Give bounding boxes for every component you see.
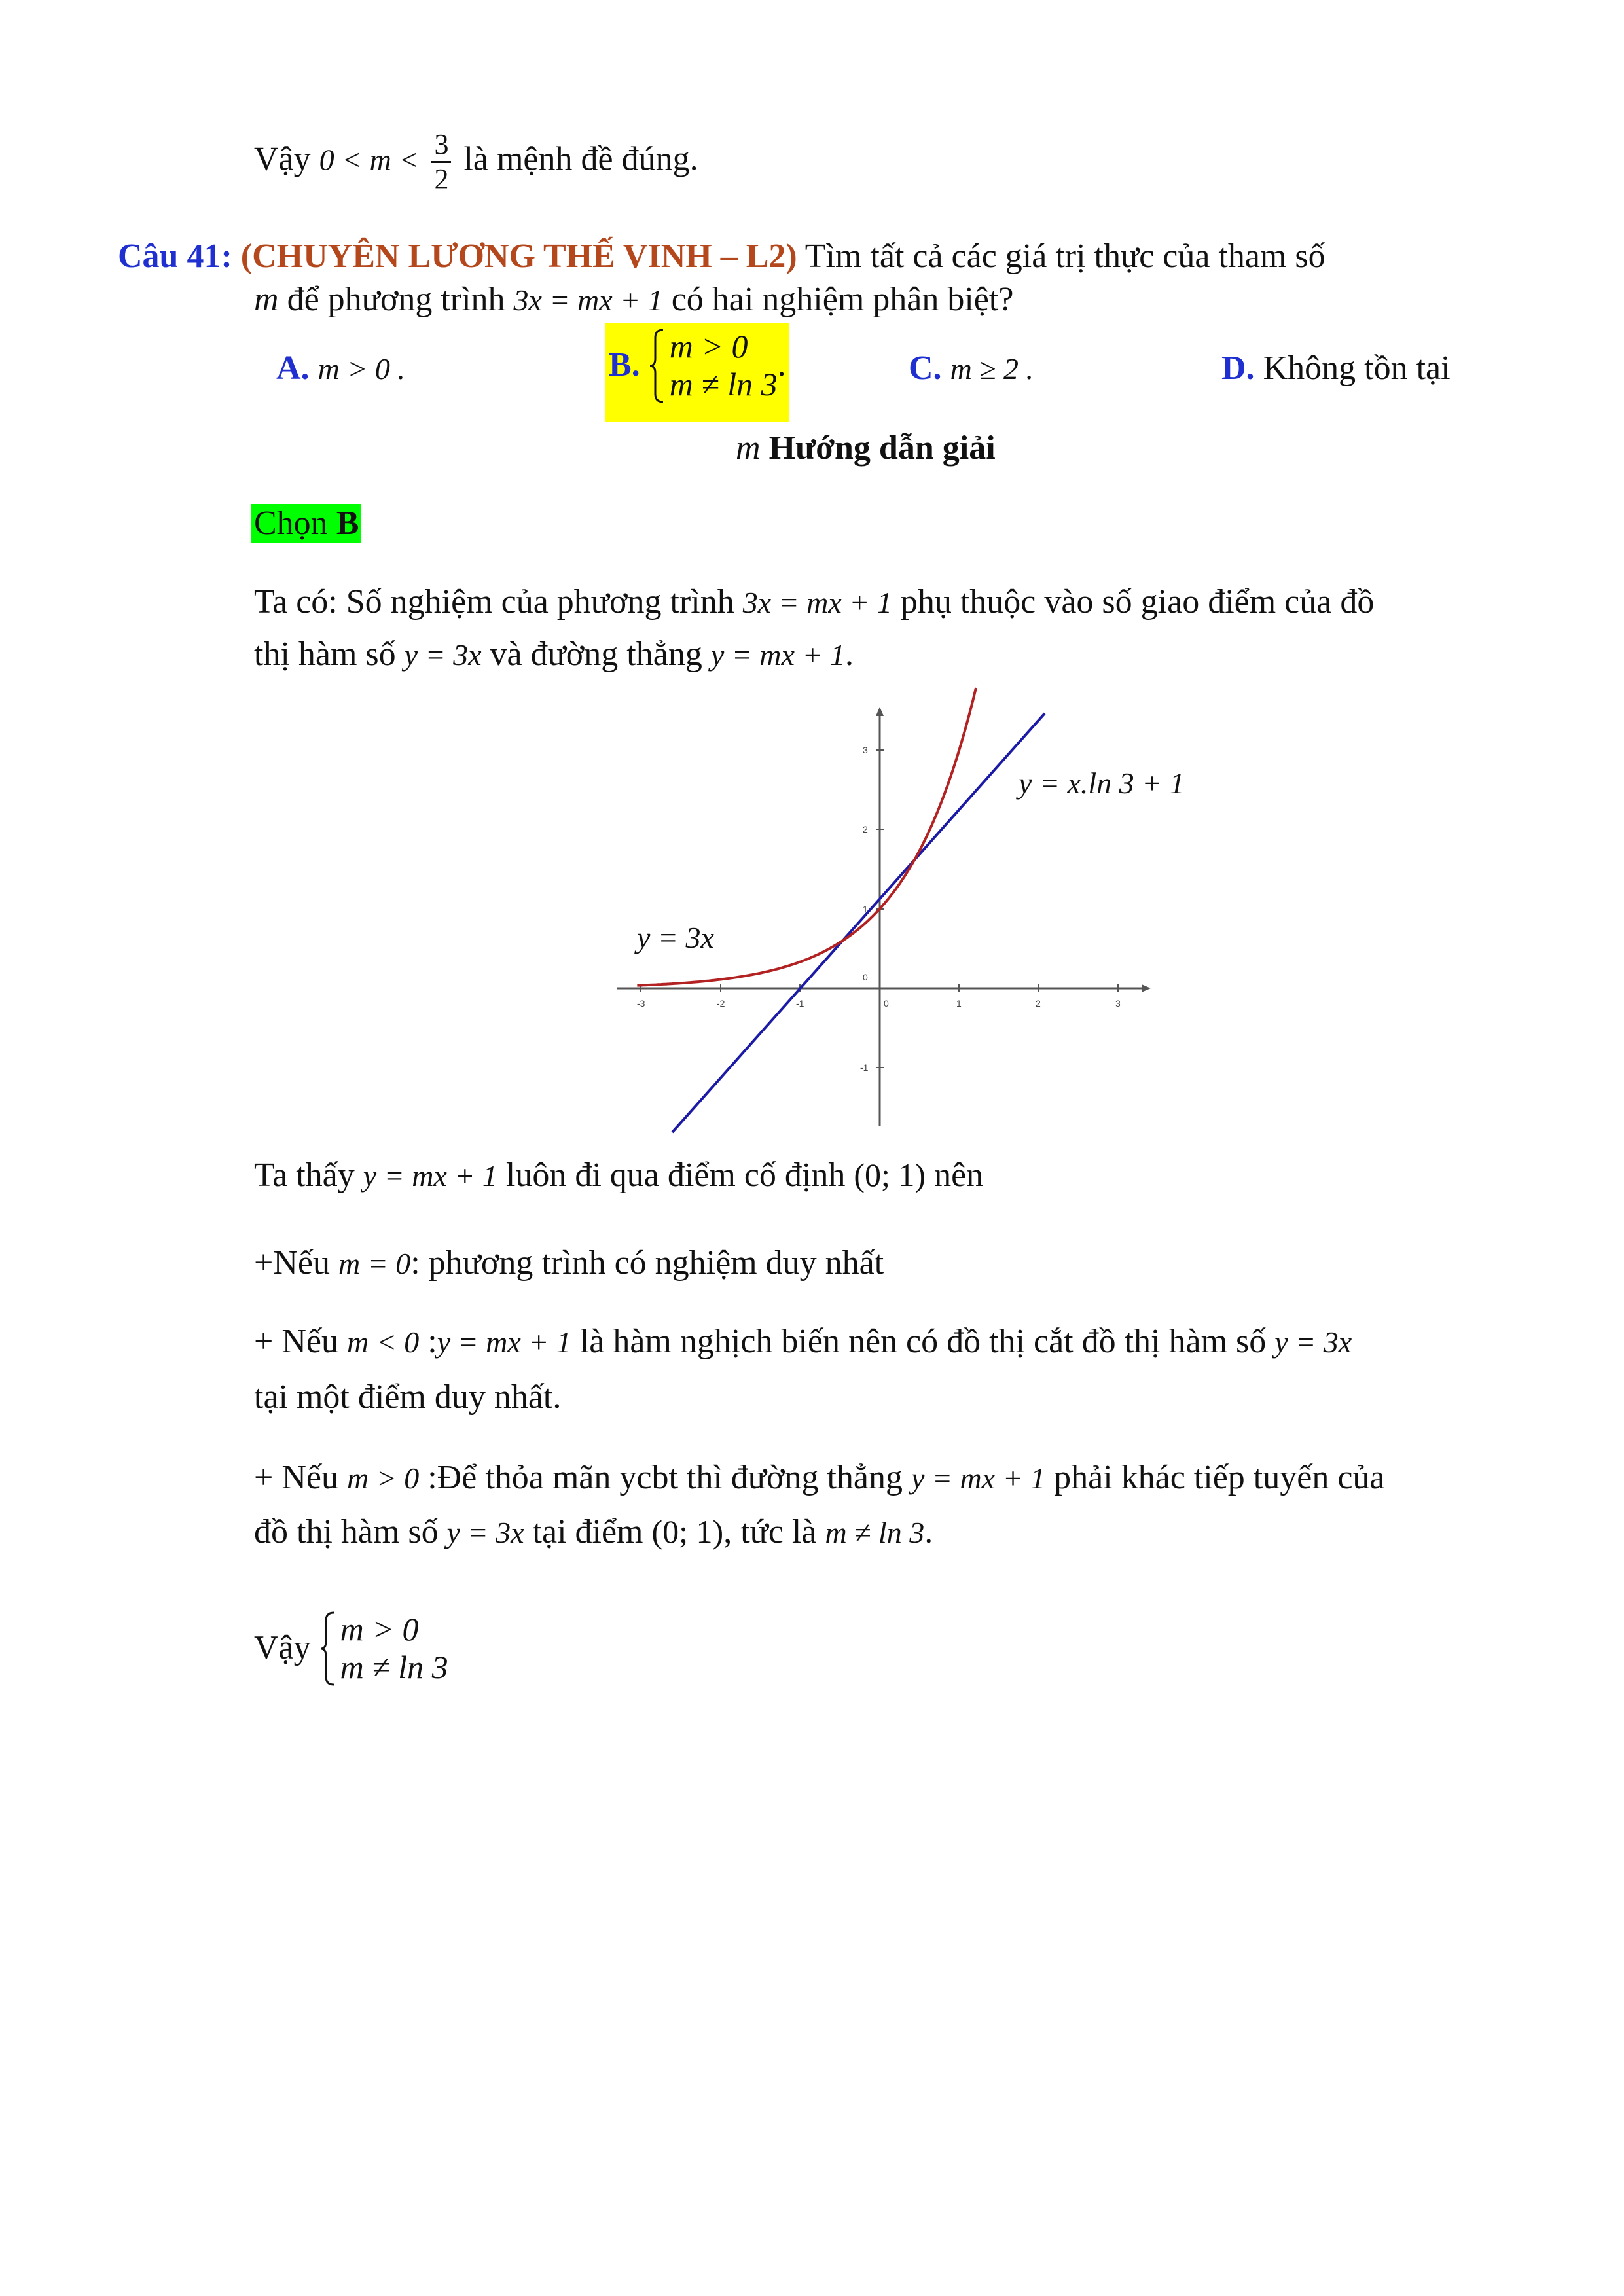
p2-text-a: Ta thấy bbox=[254, 1157, 355, 1194]
question-text: Tìm tất cả các giá trị thực của tham số bbox=[804, 238, 1326, 275]
paragraph-4-line-1 bbox=[254, 1322, 1352, 1362]
conclusion-line-2: m ≠ ln 3 bbox=[340, 1649, 448, 1685]
x-tick-label: -3 bbox=[637, 998, 645, 1009]
paragraph-1-line-2 bbox=[254, 635, 854, 675]
question-line-1 bbox=[118, 237, 1326, 276]
intro-prefix: Vậy bbox=[254, 140, 311, 178]
p5-text-e: tại điểm bbox=[532, 1513, 643, 1551]
p2-line: y = mx + 1 bbox=[363, 1159, 497, 1193]
y-tick-label: 1 bbox=[863, 904, 868, 914]
p4-line: y = mx + 1 bbox=[437, 1325, 571, 1359]
p1-text-c: thị hàm số bbox=[254, 636, 396, 673]
question-text-a: để phương trình bbox=[287, 281, 505, 318]
x-tick-label: 2 bbox=[1036, 998, 1041, 1009]
p1-line: y = mx + 1 bbox=[710, 638, 845, 672]
option-d[interactable] bbox=[1221, 349, 1451, 388]
fraction-denominator: 2 bbox=[434, 163, 449, 195]
guide-heading bbox=[736, 429, 996, 468]
x-tick-label: -1 bbox=[796, 998, 804, 1009]
paragraph-4-line-2 bbox=[254, 1378, 561, 1417]
brace-icon bbox=[649, 329, 666, 403]
p5-point: (0; 1) bbox=[651, 1513, 724, 1550]
paragraph-1-line-1 bbox=[254, 583, 1374, 622]
origin-label: 0 bbox=[863, 972, 868, 982]
answer-text: Chọn bbox=[254, 505, 328, 542]
p5-text-a: + Nếu bbox=[254, 1459, 338, 1496]
conclusion-system bbox=[319, 1610, 448, 1686]
option-c-value: m ≥ 2 . bbox=[950, 352, 1034, 386]
p5-condition: m > 0 bbox=[346, 1462, 420, 1495]
question-source: (CHUYÊN LƯƠNG THẾ VINH – L2) bbox=[240, 238, 797, 275]
p3-condition: m = 0 bbox=[338, 1247, 411, 1280]
p4-text-d: tại một điểm duy nhất. bbox=[254, 1378, 562, 1416]
p5-text-c: phải khác tiếp tuyến của bbox=[1054, 1459, 1385, 1496]
conclusion-prefix: Vậy bbox=[254, 1629, 311, 1666]
option-a-label: A. bbox=[276, 350, 310, 387]
option-c[interactable] bbox=[909, 349, 1034, 389]
option-b-dot: . bbox=[777, 346, 786, 384]
p4-text-a: + Nếu bbox=[254, 1323, 338, 1360]
tangent-label: y = x.ln 3 + 1 bbox=[1019, 766, 1185, 800]
conclusion-line-1: m > 0 bbox=[340, 1611, 419, 1647]
p1-text-a: Ta có: Số nghiệm của phương trình bbox=[254, 583, 734, 620]
p4-function: y = 3x bbox=[1274, 1325, 1352, 1359]
y-axis-arrow-icon bbox=[876, 707, 884, 716]
intro-line bbox=[254, 128, 698, 196]
p1-end: . bbox=[844, 636, 854, 673]
question-line-2 bbox=[254, 280, 1013, 320]
function-graph bbox=[602, 700, 1185, 1132]
conclusion bbox=[254, 1610, 448, 1686]
p4-condition: m < 0 bbox=[346, 1325, 420, 1359]
p2-point: (0; 1) bbox=[854, 1157, 926, 1193]
question-variable: m bbox=[254, 281, 279, 318]
paragraph-2 bbox=[254, 1155, 983, 1196]
p3-text-b: : phương trình có nghiệm duy nhất bbox=[410, 1244, 884, 1282]
intro-suffix: là mệnh đề đúng. bbox=[463, 140, 698, 178]
option-b-label: B. bbox=[609, 346, 640, 384]
x-tick-label: 0 bbox=[884, 998, 889, 1009]
p5-text-d: đồ thị hàm số bbox=[254, 1513, 439, 1551]
y-tick-label: 3 bbox=[863, 745, 868, 755]
paragraph-5-line-1 bbox=[254, 1458, 1385, 1498]
p2-text-c: nên bbox=[934, 1157, 984, 1194]
question-text-b: có hai nghiệm phân biệt? bbox=[671, 281, 1014, 318]
option-a[interactable] bbox=[276, 349, 405, 389]
option-a-value: m > 0 . bbox=[317, 352, 405, 386]
option-b-system bbox=[649, 327, 778, 403]
x-tick-label: -2 bbox=[717, 998, 725, 1009]
p5-text-b: :Để thỏa mãn ycbt thì đường thẳng bbox=[427, 1459, 903, 1496]
p4-text-b: : bbox=[427, 1323, 437, 1360]
p5-end: . bbox=[924, 1513, 933, 1551]
question-number: Câu 41: bbox=[118, 238, 232, 275]
p1-equation: 3x = mx + 1 bbox=[742, 586, 892, 619]
y-tick-label: 2 bbox=[863, 824, 868, 834]
option-c-label: C. bbox=[909, 350, 942, 387]
x-tick-label: 1 bbox=[956, 998, 962, 1009]
p5-line: y = mx + 1 bbox=[911, 1462, 1046, 1495]
p5-result: m ≠ ln 3 bbox=[825, 1516, 925, 1549]
x-axis-arrow-icon bbox=[1142, 984, 1151, 992]
fraction bbox=[431, 128, 451, 196]
y-tick-label: -1 bbox=[860, 1062, 869, 1073]
p3-text-a: +Nếu bbox=[254, 1244, 330, 1282]
paragraph-5-line-2 bbox=[254, 1512, 933, 1552]
option-b[interactable] bbox=[609, 327, 786, 403]
option-d-value: Không tồn tại bbox=[1263, 350, 1451, 387]
guide-title: Hướng dẫn giải bbox=[768, 429, 996, 467]
p5-text-f: , tức là bbox=[723, 1513, 817, 1551]
answer-letter: B bbox=[336, 505, 359, 542]
p1-text-b: phụ thuộc vào số giao điểm của đồ bbox=[900, 583, 1375, 620]
p2-text-b: luôn đi qua điểm cố định bbox=[505, 1157, 846, 1194]
p1-function: y = 3x bbox=[404, 638, 482, 672]
x-tick-label: 3 bbox=[1115, 998, 1121, 1009]
paragraph-3 bbox=[254, 1244, 884, 1283]
question-equation: 3x = mx + 1 bbox=[513, 283, 663, 317]
option-b-line-2: m ≠ ln 3 bbox=[669, 366, 778, 403]
p1-text-d: và đường thẳng bbox=[490, 636, 702, 673]
tangent-line bbox=[672, 713, 1045, 1132]
answer-badge bbox=[251, 504, 361, 543]
intro-inequality: 0 < m < bbox=[319, 143, 420, 177]
guide-prefix: m bbox=[736, 429, 761, 467]
fraction-numerator: 3 bbox=[431, 128, 451, 163]
curve-label: y = 3x bbox=[637, 921, 714, 954]
option-b-line-1: m > 0 bbox=[669, 328, 748, 365]
brace-icon bbox=[319, 1611, 336, 1686]
p4-text-c: là hàm nghịch biến nên có đồ thị cắt đồ thị hàm số bbox=[579, 1323, 1267, 1360]
option-d-label: D. bbox=[1221, 350, 1255, 387]
p5-function: y = 3x bbox=[446, 1516, 524, 1549]
